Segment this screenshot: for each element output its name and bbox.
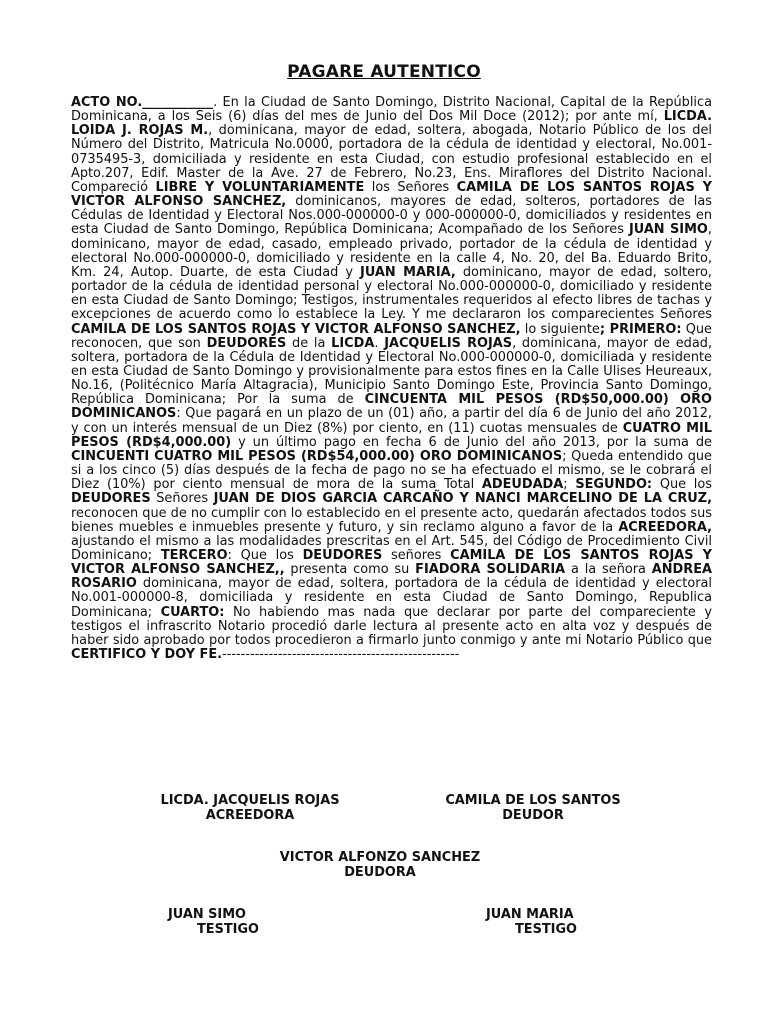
bold-text-run: ADEUDADA: [481, 477, 564, 493]
text-run: ajustando el mismo a las modalidades prescritas en el Art. 545, del Código de Procedimiento Civil Dominicano;: [71, 533, 712, 563]
bold-text-run: CINCUENTA MIL PESOS (RD$50,000.00) ORO DOMINICANOS: [71, 392, 712, 422]
text-run: señores: [382, 548, 451, 563]
bold-text-run: ACTO NO.___________: [71, 95, 214, 110]
signer-role: ACREEDORA: [205, 807, 295, 823]
text-run: presenta como su: [284, 562, 416, 578]
bold-text-run: JUAN MARIA,: [360, 264, 456, 280]
text-run: Que los: [652, 477, 712, 493]
signer-name: VICTOR ALFONZO SANCHEZ: [279, 850, 481, 865]
signer-name: JUAN MARIA: [486, 907, 574, 922]
signature-block-testigo-2: [470, 908, 630, 937]
text-run: dominicano, mayor de edad, soltero, portador de la cédula de identidad personal y electoral No.000-000000-0, domiciliado y residente en esta Ciudad de Santo Domingo; Testigos, instrumentales requeridos al efecto libres de tachas y excepciones de acuerdo como lo establece la Ley. Y me declararon los comparecientes Señores: [71, 264, 713, 323]
bold-text-run: JUAN SIMO: [628, 222, 708, 238]
signer-name: JUAN SIMO: [168, 907, 246, 922]
bold-text-run: CUARTO:: [160, 604, 225, 620]
bold-text-run: CAMILA DE LOS SANTOS ROJAS Y VICTOR ALFONSO SANCHEZ,,: [71, 548, 713, 578]
signature-block-deudor: [418, 794, 648, 823]
text-run: . En la Ciudad de Santo Domingo, Distrito Nacional, Capital de la República Dominicana, a los Seis (6) días del mes de Junio del Dos Mil Doce (2012); por ante mí,: [71, 95, 712, 125]
document-title: PAGARE AUTENTICO: [287, 62, 481, 82]
bold-text-run: DEUDORES: [206, 335, 287, 351]
text-run: y un último pago en fecha 6 de Junio del año 2013, por la suma de: [231, 434, 712, 450]
text-run: los Señores: [364, 179, 457, 195]
signature-block-testigo-1: [168, 908, 308, 937]
text-run: dominicana, mayor de edad, soltera, portadora de la cédula de identidad y electoral No.001-000000-8, domiciliada y residente en esta Ciudad de Santo Domingo, Republica Dominicana;: [71, 576, 712, 620]
bold-text-run: CAMILA DE LOS SANTOS ROJAS Y VICTOR ALFONSO SANCHEZ,: [71, 321, 521, 337]
bold-text-run: CERTIFICO Y DOY FE.: [71, 647, 223, 663]
signer-role: DEUDOR: [502, 807, 564, 823]
text-run: : Que los: [227, 548, 303, 563]
signature-block-deudora: [250, 851, 510, 880]
bold-text-run: JACQUELIS ROJAS: [384, 335, 513, 351]
bold-text-run: DEUDORES: [302, 548, 383, 563]
bold-text-run: LIBRE Y VOLUNTARIAMENTE: [155, 179, 365, 195]
bold-text-run: SEGUNDO:: [575, 477, 653, 493]
bold-text-run: JUAN DE DIOS GARCIA CARCAÑO Y NANCI MARCELINO DE LA CRUZ,: [213, 491, 712, 507]
text-run: de la: [286, 335, 332, 351]
bold-text-run: ANDREA ROSARIO: [71, 562, 712, 592]
text-run: : Que pagará en un plazo de un (01) año, a partir del día 6 de Junio del año 2012, y con un interés mensual de un Diez (8%) por ciento, en (11) cuotas mensuales de: [71, 406, 712, 436]
bold-text-run: ACREEDORA,: [618, 519, 712, 535]
bold-text-run: FIADORA SOLIDARIA: [415, 562, 566, 578]
bold-text-run: TERCERO: [160, 548, 228, 563]
text-run: , dominicano, mayor de edad, casado, empleado privado, portador de la cédula de identidad y electoral No.000-000000-0, domiciliado y residente en la calle 4, No. 20, del Ba. Eduardo Brito, Km. 24, Autop. Duarte, de esta Ciudad y: [71, 222, 712, 280]
bold-text-run: CAMILA DE LOS SANTOS ROJAS Y VICTOR ALFONSO SANCHEZ,: [71, 179, 712, 210]
signer-role: DEUDORA: [344, 864, 416, 880]
text-run: a la señora: [565, 562, 652, 578]
text-run: .: [374, 335, 385, 351]
signature-block-acreedora: [140, 794, 360, 823]
text-run: reconocen que de no cumplir con lo establecido en el presente acto, quedarán afectados todos sus bienes muebles e inmuebles presente y futuro, y sin reclamo alguno a favor de la: [71, 505, 713, 535]
text-run: ;: [563, 477, 576, 493]
signer-role: TESTIGO: [197, 921, 260, 937]
bold-text-run: ; PRIMERO:: [599, 321, 682, 337]
text-run: Que reconocen, que son: [71, 321, 712, 351]
bold-text-run: CUATRO MIL PESOS (RD$4,000.00): [71, 420, 712, 450]
signer-name: CAMILA DE LOS SANTOS: [445, 793, 621, 808]
text-run: ; Queda entendido que si a los cinco (5) días después de la fecha de pago no se ha efectuado el mismo, se le cobrará el Diez (10%) por ciento mensual de mora de la suma Total: [71, 448, 712, 493]
document-body: [71, 96, 712, 662]
signer-name: LICDA. JACQUELIS ROJAS: [160, 793, 340, 808]
text-run: dominicanos, mayores de edad, solteros, portadores de las Cédulas de Identidad y Electoral Nos.000-000000-0 y 000-000000-0, domiciliados y residentes en esta Ciudad de Santo Domingo, República Dominicana; Acompañado de los Señores: [71, 194, 713, 238]
text-run: ---------------------------------------------------: [222, 647, 460, 663]
text-run: lo siguiente: [520, 321, 600, 337]
text-run: , dominicana, mayor de edad, soltera, abogada, Notario Público de los del Número del Distrito, Matricula No.0000, portadora de la cédula de identidad y electoral, No.001-0735495-3, domiciliada y residente en esta Ciudad, con estudio profesional establecido en el Apto.207, Edif. Master de la Ave. 27 de Febrero, No.23, Ens. Miraflores del Distrito Nacional. Compareció: [71, 123, 712, 195]
text-run: No habiendo mas nada que declarar por parte del compareciente y testigos el infrascrito Notario procedió darle lectura al presente acto en alta voz y después de haber sido aprobado por todos procedieron a firmarlo junto conmigo y ante mi Notario Público que: [71, 604, 712, 648]
bold-text-run: CINCUENTI CUATRO MIL PESOS (RD$54,000.00) ORO DOMINICANOS: [71, 448, 563, 464]
text-run: , dominicana, mayor de edad, soltera, portadora de la Cédula de Identidad y Electoral No.000-000000-0, domiciliada y residente en esta Ciudad de Santo Domingo y provisionalmente para estos fines en la Calle Ulises Heureaux, No.16, (Politécnico María Altagracia), Municipio Santo Domingo Este, Provincia Santo Domingo, República Dominicana; Por la suma de: [71, 335, 713, 408]
bold-text-run: LICDA. LOIDA J. ROJAS M.: [71, 109, 712, 139]
bold-text-run: DEUDORES: [71, 491, 151, 507]
text-run: Señores: [150, 491, 214, 507]
bold-text-run: LICDA: [331, 335, 375, 351]
signer-role: TESTIGO: [515, 921, 578, 937]
